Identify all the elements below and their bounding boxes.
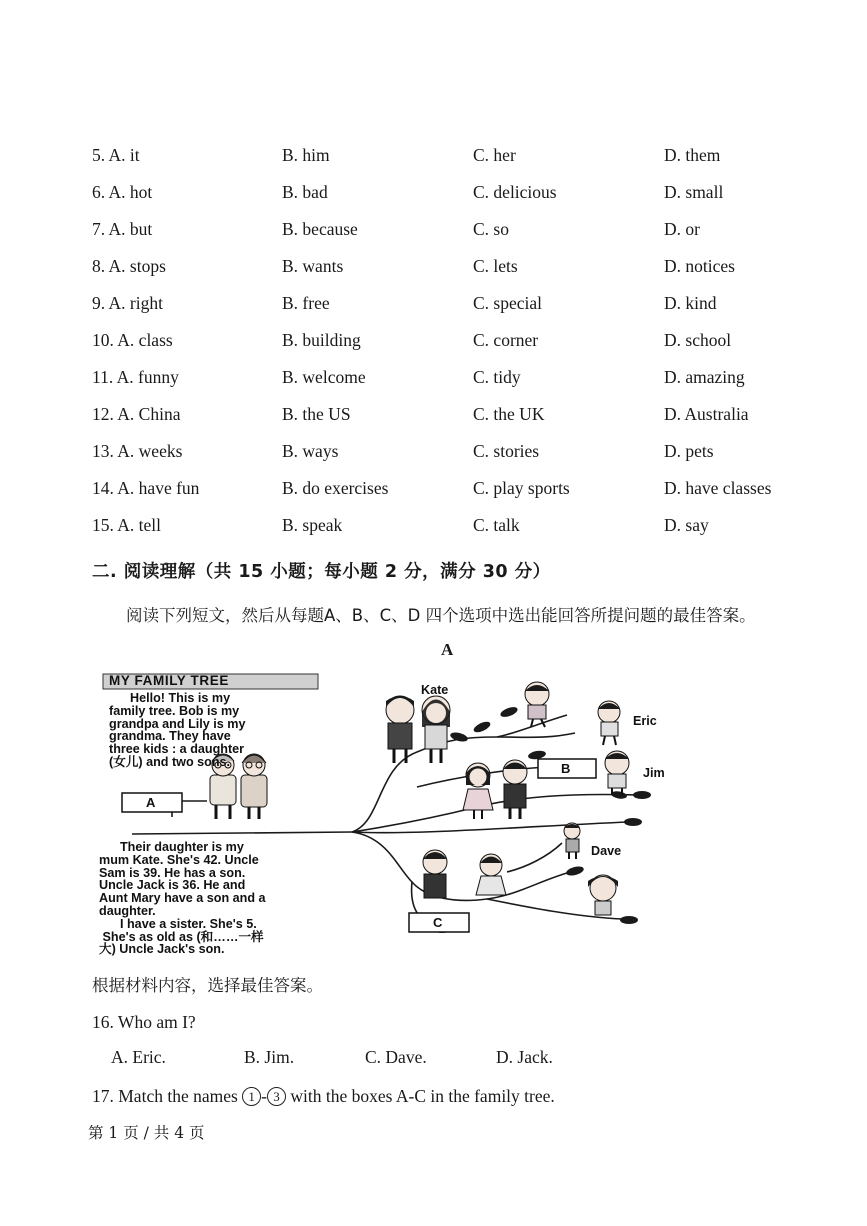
banner-title: MY FAMILY TREE: [109, 673, 229, 688]
family-tree-figure: [97, 667, 665, 957]
q16-option-a: A. Eric.: [111, 1047, 166, 1067]
option-c: C. tidy: [473, 367, 521, 387]
dave-illustration: [564, 823, 580, 859]
name-label-jim: Jim: [643, 766, 665, 780]
option-d: D. Australia: [664, 404, 749, 424]
q16-option-b: B. Jim.: [244, 1047, 295, 1067]
option-a: 15. A. tell: [92, 515, 162, 535]
jack-couple-illustration: [423, 850, 506, 898]
q16-option-c: C. Dave.: [365, 1047, 427, 1067]
option-c: C. play sports: [473, 478, 570, 498]
name-label-eric: Eric: [633, 714, 657, 728]
option-b: B. him: [282, 145, 330, 165]
q16-option-d: D. Jack.: [496, 1047, 553, 1067]
option-d: D. or: [664, 219, 700, 239]
option-d: D. small: [664, 182, 724, 202]
option-d: D. pets: [664, 441, 714, 461]
option-row-10: [0, 330, 867, 360]
option-b: B. the US: [282, 404, 351, 424]
option-c: C. her: [473, 145, 516, 165]
option-row-11: [0, 367, 867, 397]
section-instruction: 阅读下列短文，然后从每题A、B、C、D 四个选项中选出能回答所提问题的最佳答案。: [126, 606, 756, 625]
option-row-9: [0, 293, 867, 323]
option-b: B. bad: [282, 182, 328, 202]
option-c: C. so: [473, 219, 509, 239]
q17-suffix: with the boxes A-C in the family tree.: [286, 1086, 555, 1106]
option-row-12: [0, 404, 867, 434]
section-title: 二. 阅读理解（共 15 小题；每小题 2 分，满分 30 分）: [92, 562, 551, 582]
option-b: B. welcome: [282, 367, 366, 387]
option-b: B. wants: [282, 256, 344, 276]
option-a: 13. A. weeks: [92, 441, 183, 461]
option-d: D. amazing: [664, 367, 745, 387]
kid-girl-top-illustration: [525, 682, 549, 727]
option-a: 7. A. but: [92, 219, 153, 239]
option-b: B. free: [282, 293, 330, 313]
box-c-label: C: [433, 915, 443, 930]
option-row-6: [0, 182, 867, 212]
option-b: B. building: [282, 330, 361, 350]
option-c: C. the UK: [473, 404, 545, 424]
option-c: C. special: [473, 293, 543, 313]
passage-label: A: [441, 640, 454, 659]
option-row-5: [0, 145, 867, 175]
option-a: 6. A. hot: [92, 182, 153, 202]
option-b: B. because: [282, 219, 358, 239]
option-c: C. corner: [473, 330, 539, 350]
q17-dash: -: [261, 1086, 267, 1106]
tree-leaves: [433, 705, 651, 933]
q17-prefix: 17. Match the names: [92, 1086, 243, 1106]
question-17-stem: [92, 1086, 555, 1107]
option-row-14: [0, 478, 867, 508]
option-d: D. school: [664, 330, 732, 350]
option-d: D. say: [664, 515, 709, 535]
name-label-dave: Dave: [591, 844, 622, 858]
option-a: 14. A. have fun: [92, 478, 200, 498]
option-row-13: [0, 441, 867, 471]
question-16-stem: 16. Who am I?: [92, 1012, 196, 1032]
option-c: C. delicious: [473, 182, 557, 202]
option-a: 10. A. class: [92, 330, 173, 350]
option-row-8: [0, 256, 867, 286]
circled-number-3: 3: [267, 1087, 286, 1106]
option-d: D. kind: [664, 293, 717, 313]
option-c: C. talk: [473, 515, 520, 535]
sam-couple-illustration: [463, 760, 527, 819]
option-d: D. notices: [664, 256, 735, 276]
option-row-15: [0, 515, 867, 545]
option-d: D. them: [664, 145, 721, 165]
option-b: B. speak: [282, 515, 343, 535]
story-text: Their daughter is my mum Kate. She's 42. Uncle Sam is 39. He has a son. Uncle Jack is 36. He and Aunt Mary have a son and a daughter. I have a sister. She's 5. She's as old as (和……一样 大) Uncle Jack's son.: [99, 840, 266, 957]
option-b: B. do exercises: [282, 478, 389, 498]
option-a: 12. A. China: [92, 404, 181, 424]
option-a: 5. A. it: [92, 145, 140, 165]
option-d: D. have classes: [664, 478, 772, 498]
name-label-kate: Kate: [421, 683, 449, 697]
option-a: 9. A. right: [92, 293, 163, 313]
option-c: C. stories: [473, 441, 540, 461]
option-a: 11. A. funny: [92, 367, 179, 387]
box-b-label: B: [561, 761, 571, 776]
circled-number-1: 1: [242, 1087, 261, 1106]
option-a: 8. A. stops: [92, 256, 166, 276]
option-c: C. lets: [473, 256, 518, 276]
option-b: B. ways: [282, 441, 339, 461]
cousin-girl-illustration: [588, 875, 618, 915]
box-a-label: A: [146, 795, 156, 810]
option-row-7: [0, 219, 867, 249]
page-footer: 第 1 页 / 共 4 页: [88, 1124, 205, 1142]
kate-couple-illustration: [386, 696, 450, 763]
question-instruction: 根据材料内容，选择最佳答案。: [92, 976, 323, 995]
jim-illustration: [605, 751, 629, 795]
intro-text: Hello! This is my family tree. Bob is my grandpa and Lily is my grandma. They have three kids : a daughter (女儿) and two sons.: [109, 691, 246, 769]
eric-illustration: [598, 701, 620, 745]
